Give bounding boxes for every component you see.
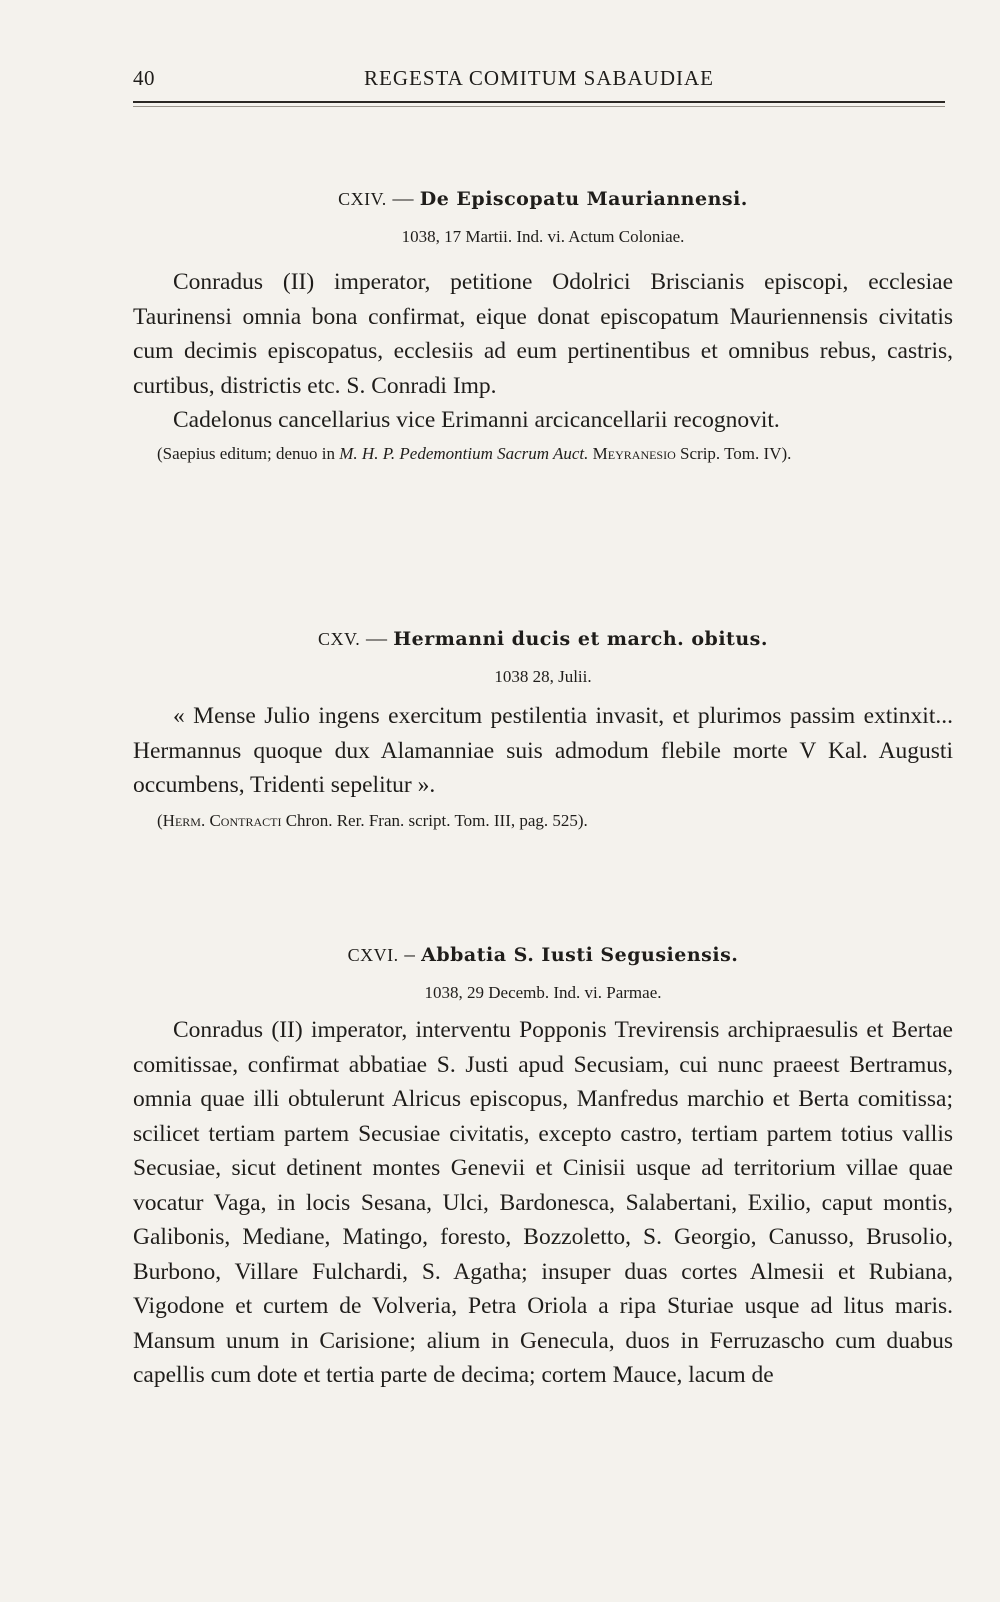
- entry-dash: —: [365, 626, 388, 650]
- entry-cxv: [133, 626, 953, 832]
- entry-date: 1038, 17 Martii. Ind. vi. Actum Coloniae.: [401, 227, 685, 246]
- entry-cxiv: [133, 186, 953, 465]
- entry-dash: —: [392, 186, 414, 210]
- source-text: Chron. Rer. Fran. script. Tom. III, pag. 525).: [281, 810, 588, 830]
- entry-title: Abbatia S. Iusti Segusiensis.: [421, 944, 739, 966]
- page-number: 40: [133, 66, 155, 90]
- source-author: Herm. Contracti: [162, 810, 282, 830]
- source-text: (Saepius editum; denuo in: [157, 443, 340, 463]
- entry-heading: [133, 186, 953, 211]
- entry-date: 1038, 29 Decemb. Ind. vi. Parmae.: [424, 983, 662, 1002]
- entry-source: [133, 809, 953, 832]
- entry-source: [133, 442, 953, 465]
- entry-date: 1038 28, Julii.: [494, 667, 592, 686]
- header-rule: [133, 101, 945, 103]
- running-header: [133, 66, 945, 91]
- source-text: (: [157, 810, 163, 830]
- entry-numeral: CXV.: [318, 629, 361, 649]
- entry-numeral: CXVI.: [347, 945, 399, 965]
- entry-title: De Episcopatu Mauriannensi.: [419, 188, 748, 210]
- source-work: M. H. P. Pedemontium Sacrum Auct.: [339, 443, 589, 463]
- entry-paragraph: Cadelonus cancellarius vice Erimanni arcicancellarii recognovit.: [173, 407, 780, 433]
- source-text: Scrip. Tom. IV).: [675, 443, 792, 463]
- entry-title: Hermanni ducis et march. obitus.: [393, 628, 768, 650]
- entry-dash: –: [404, 942, 416, 966]
- entry-heading: [133, 942, 953, 967]
- entry-paragraph: « Mense Julio ingens exercitum pestilentia invasit, et plurimos passim extinxit... Hermannus quoque dux Alamanniae suis admodum flebile morte V Kal. Augusti occumbens, Tridenti sepelitur ».: [133, 703, 953, 798]
- running-title: REGESTA COMITUM SABAUDIAE: [364, 66, 714, 90]
- entry-numeral: CXIV.: [338, 189, 387, 209]
- entry-cxvi: [133, 942, 953, 1393]
- entry-heading: [133, 626, 953, 651]
- source-author: Meyranesio: [592, 443, 676, 463]
- entry-paragraph: Conradus (II) imperator, interventu Popponis Trevirensis archipraesulis et Bertae comitissae, confirmat abbatiae S. Justi apud Secusiam, cui nunc praeest Bertramus, omnia quae illi obtulerunt Alricus episcopus, Manfredus marchio et Berta comitissa; scilicet tertiam partem Secusiae civitatis, excepto castro, tertiam partem totius vallis Secusiae, sicut detinent montes Genevii et Cinisii usque ad territorium villae quae vocatur Vaga, in locis Sesana, Ulci, Bardonesca, Salabertani, Exilio, caput montis, Galibonis, Mediane, Matingo, foresto, Bozzoletto, S. Georgio, Canusso, Brusolio, Burbono, Villare Fulchardi, S. Agatha; insuper duas cortes Almesii et Rubiana, Vigodone et curtem de Volveria, Petra Oriola a ripa Sturiae usque ad litus maris. Mansum unum in Carisione; alium in Genecula, duos in Ferruzascho cum duabus capellis cum dote et tertia parte de decima; cortem Mauce, lacum de: [133, 1017, 953, 1388]
- header-rule-thin: [133, 106, 945, 107]
- entry-paragraph: Conradus (II) imperator, petitione Odolrici Briscianis episcopi, ecclesiae Taurinensi omnia bona confirmat, eique donat episcopatum Mauriennensis civitatis cum decimis episcopatus, ecclesiis ad eum pertinentibus et omnibus rebus, castris, curtibus, districtis etc. S. Conradi Imp.: [133, 269, 953, 399]
